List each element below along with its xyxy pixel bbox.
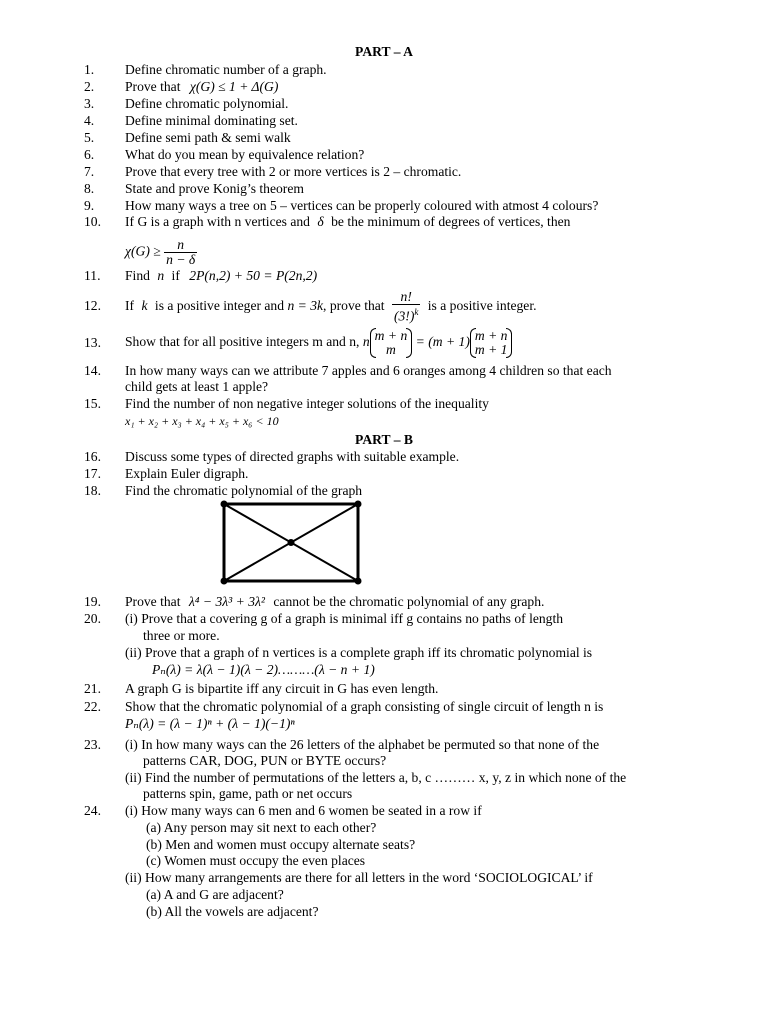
q19-line <box>125 594 544 610</box>
q13-binomial-right <box>470 329 513 357</box>
q12-den-base: (3!) <box>393 308 415 324</box>
graph-vertex <box>355 501 362 508</box>
q13-number: 13. <box>84 335 101 350</box>
q22-math: Pₙ(λ) = (λ − 1)ⁿ + (λ − 1)(−1)ⁿ <box>125 716 295 731</box>
q3-text: Define chromatic polynomial. <box>125 96 289 111</box>
q10-text: If G is a graph with n vertices and <box>125 214 310 229</box>
q13-lead: n <box>362 334 370 349</box>
part-b-title: PART – B <box>355 432 413 447</box>
q22-number: 22. <box>84 699 101 714</box>
q1-text: Define chromatic number of a graph. <box>125 62 327 77</box>
q11-math: 2P(n,2) + 50 = P(2n,2) <box>189 268 318 283</box>
q24-sub-ii-b: (b) All the vowels are adjacent? <box>146 904 319 919</box>
q13-middle: = (m + 1) <box>415 334 470 349</box>
q12-fraction-denominator <box>392 305 420 324</box>
q20-sub-ii: (ii) Prove that a graph of n vertices is a complete graph iff its chromatic polynomial is <box>125 645 593 660</box>
q10-delta: δ <box>317 214 324 229</box>
q11-number: 11. <box>84 268 101 283</box>
q10-formula-lhs: χ(G) ≥ <box>125 243 161 259</box>
part-a-title: PART – A <box>355 44 413 59</box>
q23-sub-i-cont: patterns CAR, DOG, PUN or BYTE occurs? <box>143 753 387 768</box>
q16-number: 16. <box>84 449 101 464</box>
q10-formula-denominator: n − δ <box>166 252 196 267</box>
q13-b2-top: m + n <box>474 327 508 343</box>
q12-number: 12. <box>84 298 101 313</box>
q12-math: n = 3k <box>287 298 324 313</box>
q18-number: 18. <box>84 483 101 498</box>
q12-text: If <box>125 298 135 313</box>
q13-b1-top: m + n <box>374 327 408 343</box>
q17-number: 17. <box>84 466 101 481</box>
q22-text: Show that the chromatic polynomial of a graph consisting of single circuit of length n is <box>125 699 604 714</box>
q24-sub-ii-a: (a) A and G are adjacent? <box>146 887 284 902</box>
q12-line <box>125 289 537 324</box>
q11-var: n <box>157 268 165 283</box>
q7-text: Prove that every tree with 2 or more vertices is 2 – chromatic. <box>125 164 462 179</box>
q5-number: 5. <box>84 130 95 145</box>
q4-number: 4. <box>84 113 95 128</box>
q10-formula-numerator: n <box>164 238 197 253</box>
q13-text: Show that for all positive integers m and n, <box>125 334 360 349</box>
q14-number: 14. <box>84 363 101 378</box>
q21-text: A graph G is bipartite iff any circuit in G has even length. <box>125 681 439 696</box>
q10-formula <box>125 238 197 267</box>
q19-text-2: cannot be the chromatic polynomial of any graph. <box>273 594 545 609</box>
q14-text-2: child gets at least 1 apple? <box>125 379 269 394</box>
q23-number: 23. <box>84 737 101 752</box>
q13-b2-bottom: m + 1 <box>474 341 508 357</box>
q24-sub-i-c: (c) Women must occupy the even places <box>146 853 366 868</box>
graph-vertex <box>288 539 295 546</box>
q18-graph-figure <box>216 498 366 588</box>
q20-number: 20. <box>84 611 101 626</box>
q6-number: 6. <box>84 147 95 162</box>
q12-text-4: is a positive integer. <box>427 298 537 313</box>
q20-sub-i-cont: three or more. <box>143 628 220 643</box>
q4-text: Define minimal dominating set. <box>125 113 298 128</box>
q2-number: 2. <box>84 79 95 94</box>
q8-number: 8. <box>84 181 95 196</box>
q15-text: Find the number of non negative integer solutions of the inequality <box>125 396 489 411</box>
q8-text: State and prove Konig’s theorem <box>125 181 304 196</box>
q17-text: Explain Euler digraph. <box>125 466 249 481</box>
q2-math: χ(G) ≤ 1 + Δ(G) <box>189 79 279 94</box>
q10-line <box>125 214 570 230</box>
q15-number: 15. <box>84 396 101 411</box>
q11-text-2: if <box>171 268 180 283</box>
graph-vertex <box>221 578 228 585</box>
q1-number: 1. <box>84 62 95 77</box>
q10-number: 10. <box>84 214 101 229</box>
q7-number: 7. <box>84 164 95 179</box>
q12-var: k <box>141 298 148 313</box>
q24-sub-i: (i) How many ways can 6 men and 6 women be seated in a row if <box>125 803 482 818</box>
q2-line <box>125 79 278 95</box>
q20-sub-i: (i) Prove that a covering g of a graph is minimal iff g contains no paths of length <box>125 611 564 626</box>
q13-binomial-left <box>370 329 413 357</box>
q10-formula-fraction <box>164 238 197 267</box>
q12-text-3: , prove that <box>323 298 385 313</box>
q6-text: What do you mean by equivalence relation? <box>125 147 365 162</box>
q9-text: How many ways a tree on 5 – vertices can be properly coloured with atmost 4 colours? <box>125 198 599 213</box>
q9-number: 9. <box>84 198 95 213</box>
graph-vertex <box>355 578 362 585</box>
q24-sub-i-a: (a) Any person may sit next to each other? <box>146 820 377 835</box>
q19-text: Prove that <box>125 594 181 609</box>
q24-sub-i-b: (b) Men and women must occupy alternate seats? <box>146 837 416 852</box>
q23-sub-i: (i) In how many ways can the 26 letters of the alphabet be permuted so that none of the <box>125 737 600 752</box>
q16-text: Discuss some types of directed graphs with suitable example. <box>125 449 460 464</box>
q15-math: x₁ + x₂ + x₃ + x₄ + x₅ + x₆ < 10 <box>125 414 279 428</box>
q19-math: λ⁴ − 3λ³ + 3λ² <box>188 594 265 609</box>
q2-text: Prove that <box>125 79 181 94</box>
q24-number: 24. <box>84 803 101 818</box>
q23-sub-ii-cont: patterns spin, game, path or net occurs <box>143 786 353 801</box>
q12-fraction-numerator: n! <box>392 290 420 305</box>
q13-b1-bottom: m <box>386 341 396 357</box>
q12-den-exp: k <box>414 307 419 318</box>
q23-sub-ii: (ii) Find the number of permutations of the letters a, b, c ……… x, y, z in which none of the <box>125 770 627 785</box>
q21-number: 21. <box>84 681 101 696</box>
q11-line <box>125 268 317 284</box>
q24-sub-ii: (ii) How many arrangements are there for all letters in the word ‘SOCIOLOGICAL’ if <box>125 870 593 885</box>
graph-vertex <box>221 501 228 508</box>
q5-text: Define semi path & semi walk <box>125 130 291 145</box>
q3-number: 3. <box>84 96 95 111</box>
q18-text: Find the chromatic polynomial of the graph <box>125 483 363 498</box>
q20-math: Pₙ(λ) = λ(λ − 1)(λ − 2)………(λ − n + 1) <box>152 662 375 677</box>
q12-text-2: is a positive integer and <box>154 298 285 313</box>
q13-line <box>125 325 512 359</box>
q19-number: 19. <box>84 594 101 609</box>
q10-text-2: be the minimum of degrees of vertices, then <box>331 214 571 229</box>
q12-fraction <box>392 290 420 324</box>
q11-text: Find <box>125 268 150 283</box>
q14-text: In how many ways can we attribute 7 apples and 6 oranges among 4 children so that each <box>125 363 612 378</box>
